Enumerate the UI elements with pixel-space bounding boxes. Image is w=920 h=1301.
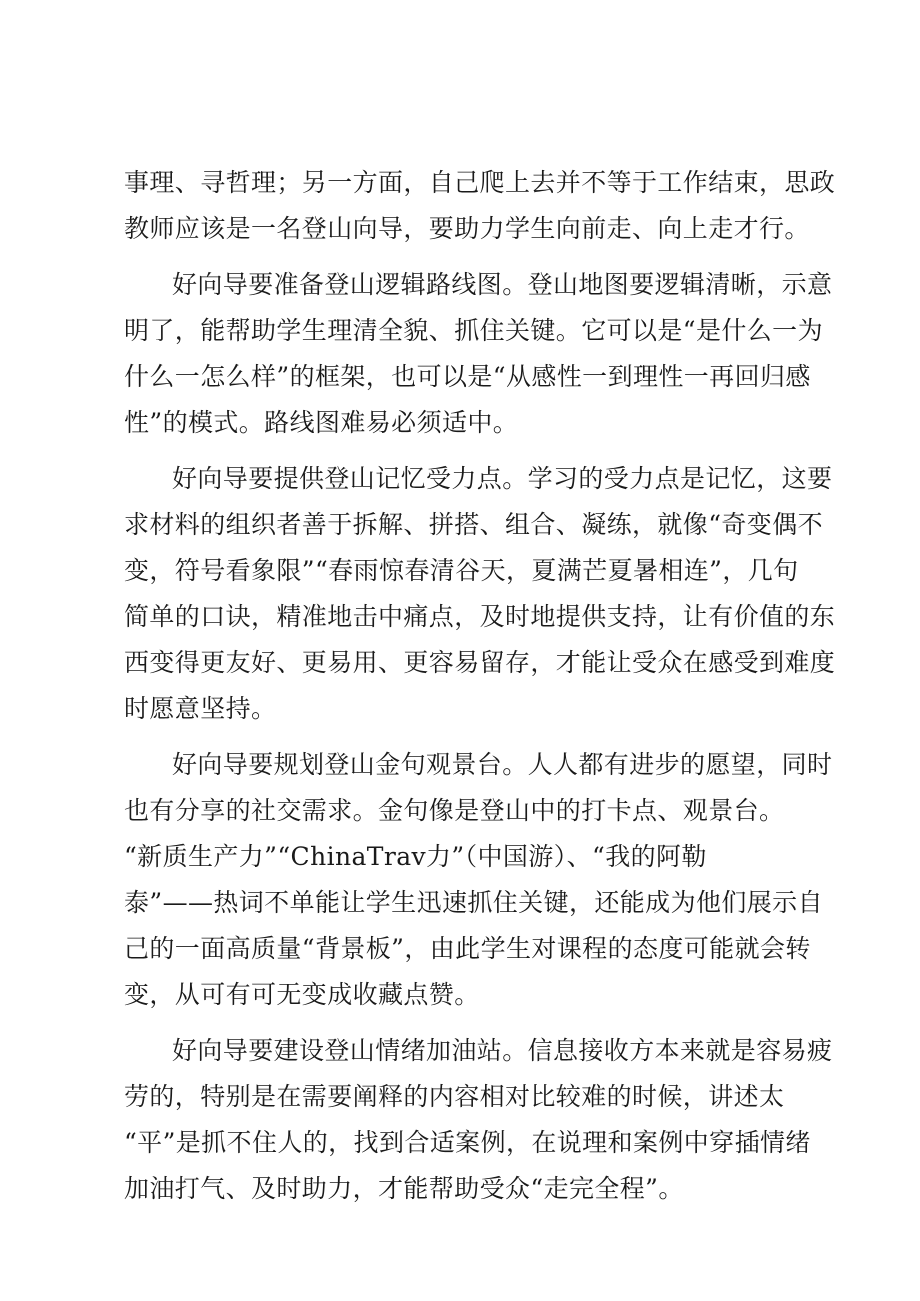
text-line: 加油打气、及时助力，才能帮助受众“走完全程”。 [124, 1174, 684, 1203]
text-line: 西变得更友好、更易用、更容易留存，才能让受众在感受到难度 [124, 648, 836, 677]
text-line: 好向导要规划登山金句观景台。人人都有进步的愿望，同时 [172, 750, 833, 779]
text-line: 事理、寻哲理；另一方面，自己爬上去并不等于工作结束，思政 [124, 168, 836, 197]
paragraph-3 [124, 456, 836, 732]
text-line: 变，从可有可无变成收藏点赞。 [124, 980, 480, 1009]
text-line: 好向导要准备登山逻辑路线图。登山地图要逻辑清晰，示意 [172, 270, 833, 299]
article-body [124, 160, 836, 1212]
text-line: 好向导要提供登山记忆受力点。学习的受力点是记忆，这要 [172, 464, 833, 493]
text-line: 时愿意坚持。 [124, 694, 277, 723]
text-line: 明了，能帮助学生理清全貌、抓住关键。它可以是“是什么一为 [124, 316, 823, 345]
text-line: 泰”——热词不单能让学生迅速抓住关键，还能成为他们展示自 [124, 888, 823, 917]
text-line: 性”的模式。路线图难易必须适中。 [124, 408, 519, 437]
paragraph-2 [124, 262, 833, 446]
text-line: 也有分享的社交需求。金句像是登山中的打卡点、观景台。 [124, 796, 785, 825]
text-line: 教师应该是一名登山向导，要助力学生向前走、向上走才行。 [124, 214, 810, 243]
text-line: 好向导要建设登山情绪加油站。信息接收方本来就是容易疲 [172, 1036, 833, 1065]
text-line: “平”是抓不住人的，找到合适案例，在说理和案例中穿插情绪 [124, 1128, 811, 1157]
text-line: “新质生产力”“ChinaTrav力”（中国游）、“我的阿勒 [124, 842, 707, 871]
text-line: 简单的口诀，精准地击中痛点，及时地提供支持，让有价值的东 [124, 602, 836, 631]
text-line: 劳的，特别是在需要阐释的内容相对比较难的时候，讲述太 [124, 1082, 785, 1111]
paragraph-1 [124, 160, 836, 252]
paragraph-5 [124, 1028, 833, 1212]
paragraph-4 [124, 742, 833, 1018]
text-line: 变，符号看象限”“春雨惊春清谷天，夏满芒夏暑相连”，几句 [124, 556, 799, 585]
text-line: 求材料的组织者善于拆解、拼搭、组合、凝练，就像“奇变偶不 [124, 510, 823, 539]
text-line: 什么一怎么样”的框架，也可以是“从感性一到理性一再回归感 [124, 362, 811, 391]
text-line: 己的一面高质量“背景板”，由此学生对课程的态度可能就会转 [124, 934, 811, 963]
